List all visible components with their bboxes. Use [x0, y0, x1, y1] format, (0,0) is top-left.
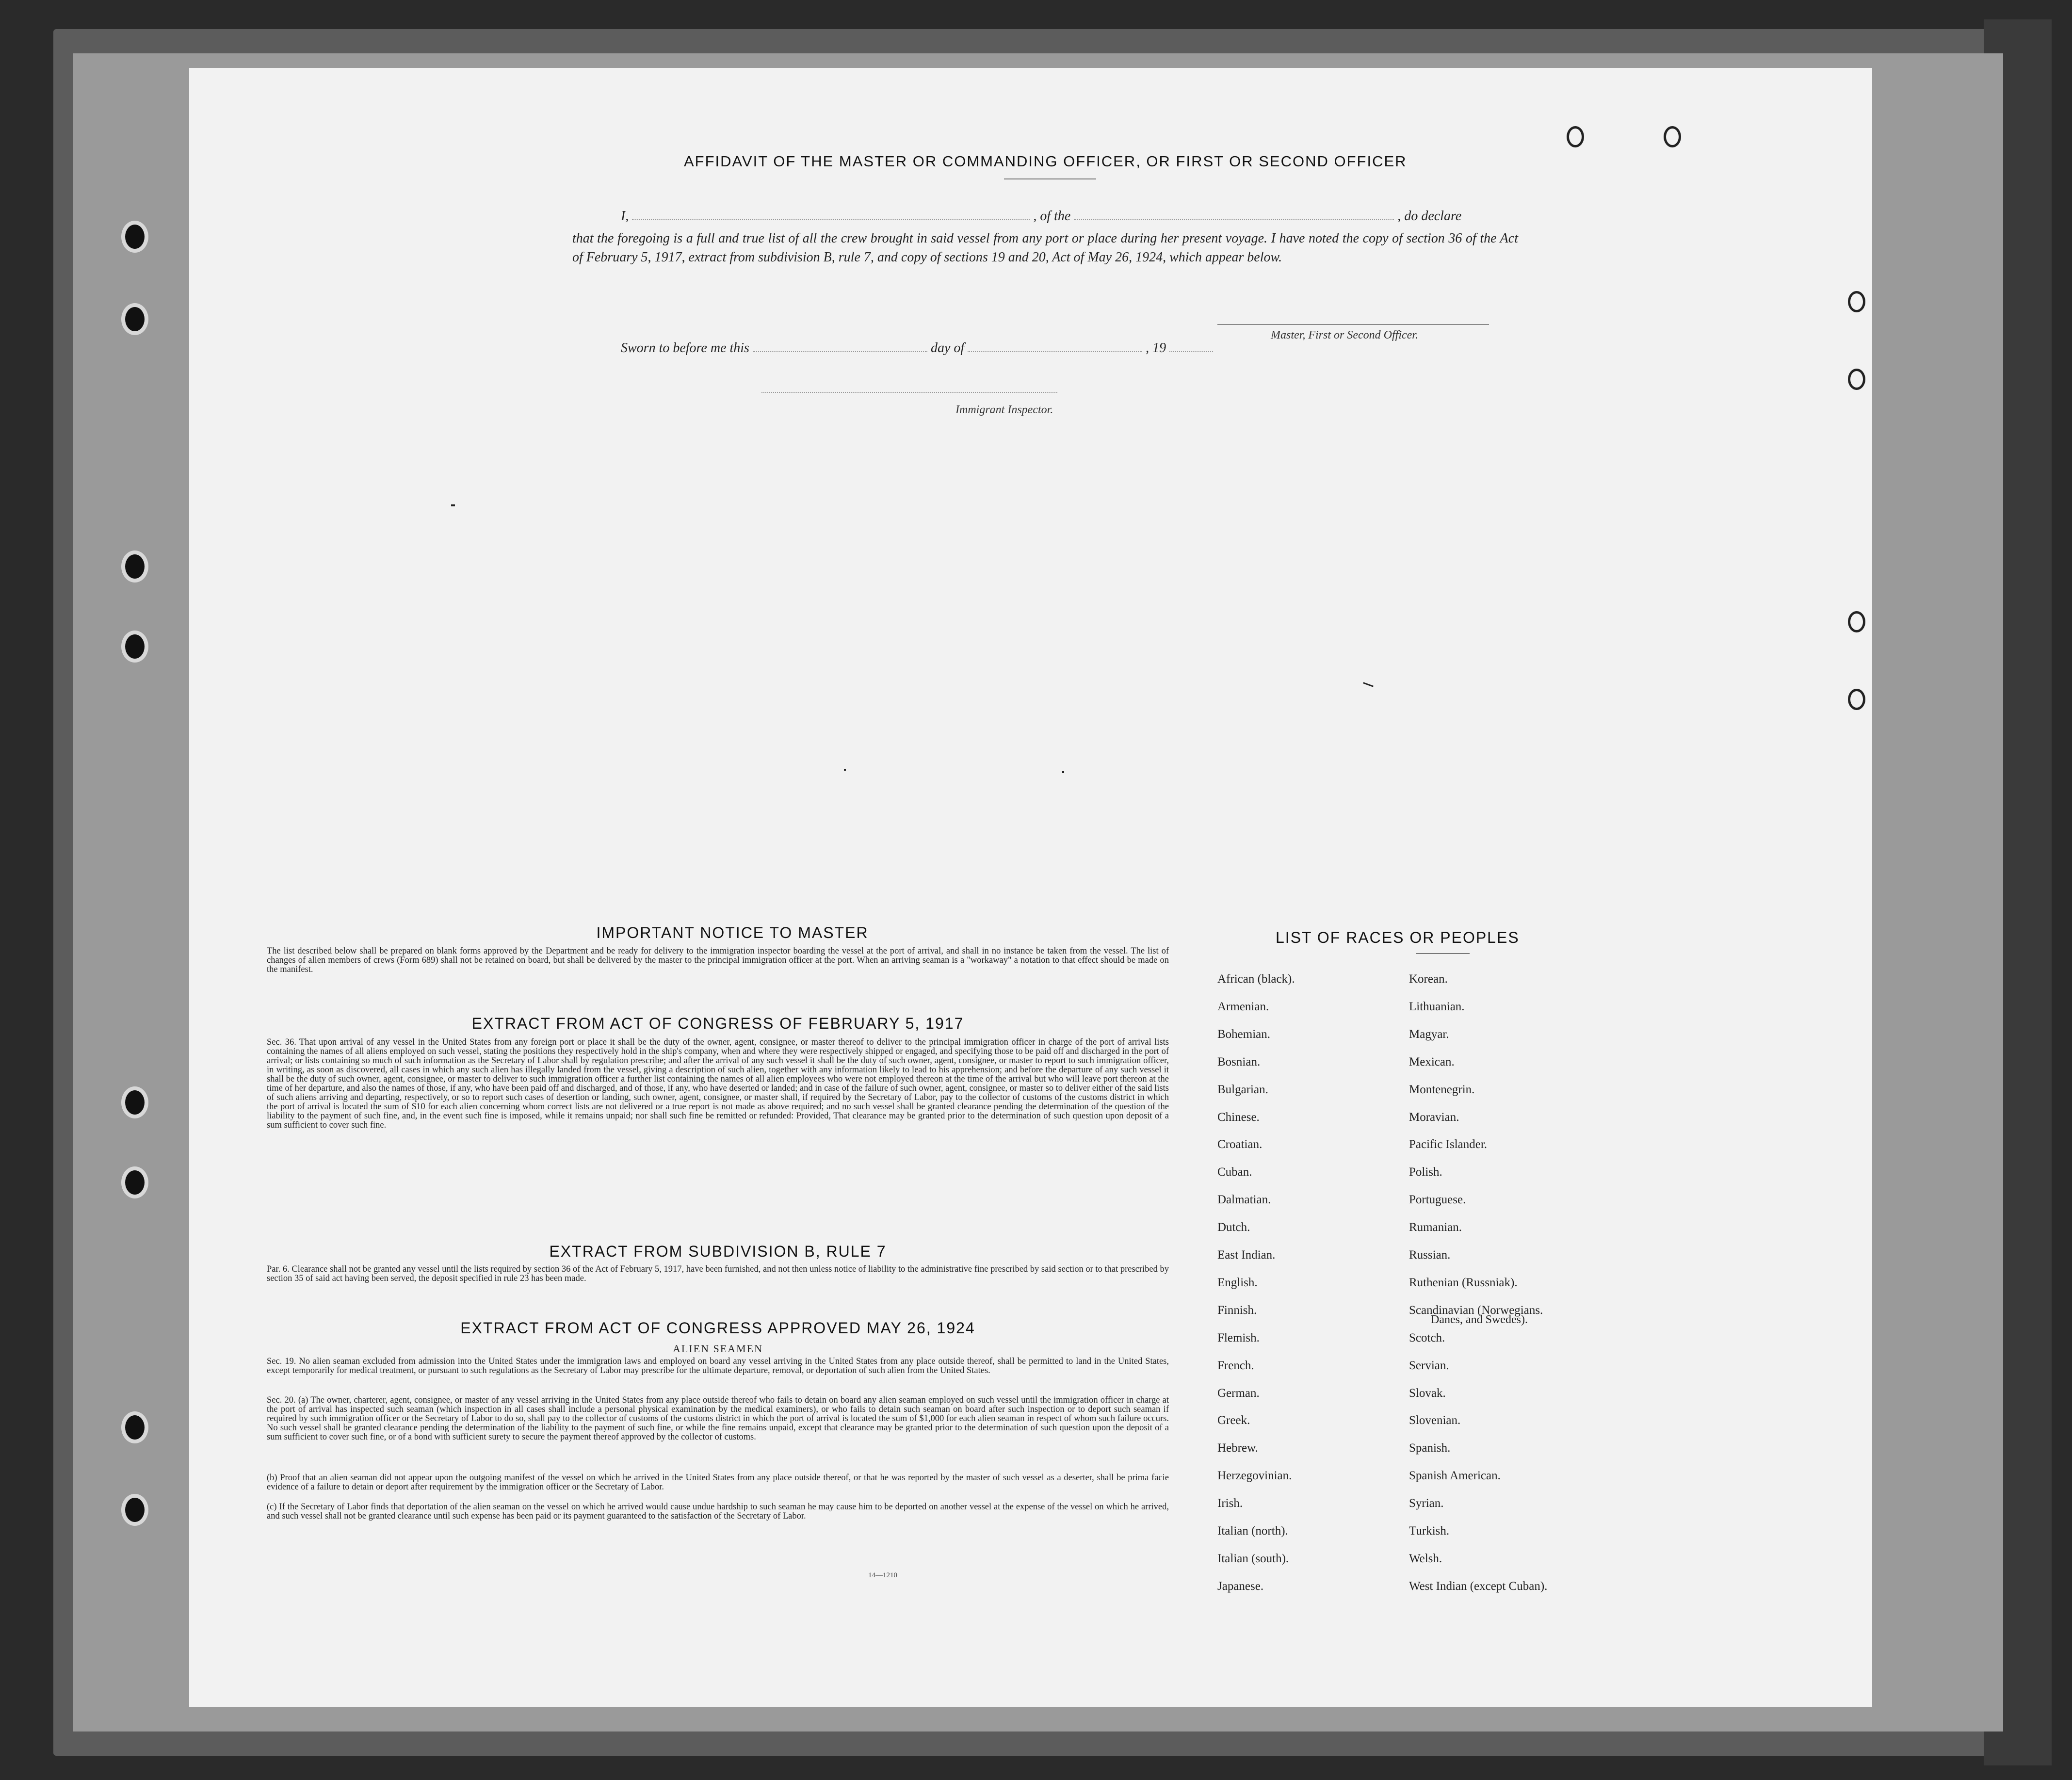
race-item: Mexican.	[1409, 1055, 1455, 1068]
race-item: Bohemian.	[1217, 1027, 1271, 1041]
race-item: Polish.	[1409, 1165, 1442, 1179]
form-number: 14—1210	[868, 1571, 897, 1579]
sworn-month-field[interactable]	[968, 340, 1142, 352]
race-item: Greek.	[1217, 1414, 1250, 1427]
manifest-page	[189, 68, 1872, 1707]
notice-text: The list described below shall be prepared on blank forms approved by the Department and be ready for delivery to the immigration inspector boarding the vessel at the port of arrival, and shall in no instance be taken from the vessel. The list of changes of alien members of crews (Form 689) shall not be retained on board, but shall be delivered by the master to the principal immigration officer at the port. When an arriving seaman is a "workaway" a notation to that effect should be made on the manifest.	[267, 946, 1169, 974]
master-signature-line[interactable]	[1217, 324, 1489, 325]
race-item: Scandinavian (Norwegians.	[1409, 1303, 1543, 1317]
races-heading-rule	[1416, 953, 1470, 954]
race-item: Turkish.	[1409, 1524, 1450, 1537]
race-item: Portuguese.	[1409, 1193, 1466, 1207]
race-item: Italian (south).	[1217, 1552, 1289, 1565]
race-item: Slovak.	[1409, 1386, 1446, 1400]
notice-heading: IMPORTANT NOTICE TO MASTER	[596, 924, 869, 941]
race-item: West Indian (except Cuban).	[1409, 1579, 1548, 1593]
affidavit-title: AFFIDAVIT OF THE MASTER OR COMMANDING OFFICER, OR FIRST OR SECOND OFFICER	[684, 153, 1407, 170]
sworn-day-field[interactable]	[753, 340, 927, 352]
sworn-prefix: Sworn to before me this	[621, 340, 749, 356]
binder-hole-icon	[121, 1494, 148, 1526]
alien-seamen-subheading: ALIEN SEAMEN	[673, 1343, 763, 1355]
sworn-year: , 19	[1146, 340, 1166, 356]
race-item: German.	[1217, 1386, 1260, 1400]
declaration-body: that the foregoing is a full and true list of all the crew brought in said vessel from any port or place during her present voyage. I have noted the copy of section 36 of the Act of February 5, 1917, extract from subdivision B, rule 7, and copy of sections 19 and 20, Act of May 26, 1924, which appear below.	[572, 231, 1518, 265]
punch-hole-icon	[1848, 611, 1865, 632]
race-item-scandinavian-cont: Danes, and Swedes).	[1431, 1313, 1528, 1326]
vessel-name-field[interactable]	[1074, 209, 1394, 220]
race-item: Cuban.	[1217, 1165, 1252, 1179]
race-item: Korean.	[1409, 972, 1448, 986]
races-heading: LIST OF RACES OR PEOPLES	[1276, 929, 1520, 946]
race-item: French.	[1217, 1359, 1254, 1372]
binder-hole-icon	[121, 1086, 148, 1118]
race-item: Flemish.	[1217, 1331, 1260, 1344]
race-item: Pacific Islander.	[1409, 1138, 1488, 1151]
declaration-i: I,	[621, 209, 629, 224]
race-item: Dutch.	[1217, 1221, 1250, 1234]
race-item: Bosnian.	[1217, 1055, 1261, 1068]
inspector-label: Immigrant Inspector.	[955, 404, 1053, 416]
stray-mark	[844, 769, 846, 771]
race-item: Hebrew.	[1217, 1441, 1258, 1455]
punch-hole-icon	[1848, 689, 1865, 710]
sec20b-text: (b) Proof that an alien seaman did not appear upon the outgoing manifest of the vessel on which he arrived in the United States from any place outside thereof, or that he was reported by the master of such vessel as a deserter, shall be prima facie evidence of a failure to detain or deport after requirement by the immigration officer or the Secretary of Labor.	[267, 1473, 1169, 1492]
binder-hole-icon	[121, 631, 148, 663]
race-item: Dalmatian.	[1217, 1193, 1271, 1207]
race-item: Chinese.	[1217, 1110, 1260, 1124]
race-item: Japanese.	[1217, 1579, 1264, 1593]
binder-hole-icon	[121, 1411, 148, 1443]
race-item: African (black).	[1217, 972, 1295, 986]
extract-1917-text: Sec. 36. That upon arrival of any vessel in the United States from any foreign port or place it shall be the duty of the owner, agent, consignee, or master thereof to deliver to the principal immigration officer in charge of the port of arrival lists containing the names of all aliens employed on such vessel, stating the positions they respectively hold in the ship's company, when and where they were respectively shipped or engaged, and specifying those to be paid off and discharged in the port of arrival; or lists containing so much of such information as the Secretary of Labor shall by regulation prescribe; and after the arrival of any such vessel it shall be the duty of such owner, agent, consignee, or master to report to such immigration officer, in writing, as soon as discovered, all cases in which any such alien has illegally landed from the vessel, giving a description of such alien, together with any information likely to lead to his apprehension; and before the departure of any such vessel it shall be the duty of such owner, agent, consignee, or master to deliver to such immigration officer a further list containing the names of all alien employees who were not employed thereon at the time of the arrival but who will leave port thereon at the time of her departure, and also the names of those, if any, who have been paid off and discharged, and of those, if any, who have deserted or landed; and in case of the failure of such owner, agent, consignee, or master so to deliver either of the said lists of such aliens arriving and departing, respectively, or so to report such cases of desertion or landing, such owner, agent, consignee, or master shall, if required by the Secretary of Labor, pay to the collector of customs of the customs district in which the port of arrival is located the sum of $10 for each alien concerning whom correct lists are not delivered or a true report is not made as above required; and no such vessel shall be granted clearance pending the determination of the question of the liability to the payment of such fine, and, in the event such fine is imposed, while it remains unpaid; nor shall such fine be remitted or refunded: Provided, That clearance may be granted prior to the determination of such question upon deposit of a sum sufficient to cover such fine.	[267, 1037, 1169, 1130]
race-item: Syrian.	[1409, 1497, 1444, 1510]
sec20a-text: Sec. 20. (a) The owner, charterer, agent, consignee, or master of any vessel arriving in the United States from any place outside thereof who fails to detain on board any alien seaman employed on such vessel until the immigration officer in charge at the port of arrival has inspected such seaman (which inspection in all cases shall include a personal physical examination by the medical examiners), or who fails to detain such seaman on board after such inspection or to deport such seaman if required by such immigration officer or the Secretary of Labor to do so, shall pay to the collector of customs of the customs district in which the port of arrival is located the sum of $1,000 for each alien seaman in respect of whom such failure occurs. No such vessel shall be granted clearance pending the determination of the liability to the payment of such fine, or while the fine remains unpaid, except that clearance may be granted prior to the determination of such question upon the deposit of a sum sufficient to cover such fine, or of a bond with sufficient surety to secure the payment thereof approved by the collector of customs.	[267, 1395, 1169, 1442]
race-item: Croatian.	[1217, 1138, 1263, 1151]
race-item: Lithuanian.	[1409, 1000, 1465, 1013]
master-signature-label: Master, First or Second Officer.	[1271, 329, 1418, 341]
race-item: Moravian.	[1409, 1110, 1459, 1124]
declaration-line	[621, 209, 1571, 224]
race-item: Irish.	[1217, 1497, 1243, 1510]
rule7-text: Par. 6. Clearance shall not be granted any vessel until the lists required by section 36 of the Act of February 5, 1917, have been furnished, and not then unless notice of liability to the administrative fine prescribed by said section or to that prescribed by section 35 of said act having been served, the deposit specified in rule 23 has been made.	[267, 1264, 1169, 1283]
sec20c-text: (c) If the Secretary of Labor finds that deportation of the alien seaman on the vessel on which he arrived would cause undue hardship to such seaman he may cause him to be deported on another vessel at the expense of the vessel on which he arrived, and such vessel shall not be granted clearance until such expense has been paid or its payment guaranteed to the satisfaction of the Secretary of Labor.	[267, 1502, 1169, 1521]
punch-hole-icon	[1664, 126, 1681, 147]
race-item: Finnish.	[1217, 1303, 1257, 1317]
race-item: Servian.	[1409, 1359, 1449, 1372]
race-item: Italian (north).	[1217, 1524, 1288, 1537]
binder-hole-icon	[121, 303, 148, 335]
race-item: English.	[1217, 1276, 1258, 1289]
extract-1917-heading: EXTRACT FROM ACT OF CONGRESS OF FEBRUARY 5, 1917	[471, 1015, 964, 1032]
binder-hole-icon	[121, 221, 148, 253]
title-rule	[1004, 178, 1096, 179]
stray-mark	[451, 504, 455, 506]
race-item: Scotch.	[1409, 1331, 1445, 1344]
race-item: Russian.	[1409, 1248, 1451, 1262]
race-item: Welsh.	[1409, 1552, 1442, 1565]
inspector-signature-line[interactable]	[761, 392, 1057, 393]
stray-mark	[1363, 682, 1374, 687]
race-item: Herzegovinian.	[1217, 1469, 1292, 1483]
sworn-line	[621, 340, 1300, 356]
extract-1924-heading: EXTRACT FROM ACT OF CONGRESS APPROVED MAY 26, 1924	[460, 1319, 975, 1337]
race-item: Spanish American.	[1409, 1469, 1501, 1483]
race-item: East Indian.	[1217, 1248, 1276, 1262]
punch-hole-icon	[1567, 126, 1584, 147]
binder-hole-icon	[121, 1166, 148, 1198]
stray-mark	[1062, 771, 1064, 773]
race-item: Ruthenian (Russniak).	[1409, 1276, 1518, 1289]
race-item: Armenian.	[1217, 1000, 1269, 1013]
race-item: Slovenian.	[1409, 1414, 1461, 1427]
sworn-day-of: day of	[930, 340, 965, 356]
sworn-year-field[interactable]	[1169, 340, 1213, 352]
race-item: Rumanian.	[1409, 1221, 1462, 1234]
punch-hole-icon	[1848, 369, 1865, 390]
race-item: Montenegrin.	[1409, 1083, 1475, 1096]
rule7-heading: EXTRACT FROM SUBDIVISION B, RULE 7	[549, 1243, 887, 1260]
sec19-text: Sec. 19. No alien seaman excluded from admission into the United States under the immigration laws and employed on board any vessel arriving in the United States from any place outside thereof, shall be permitted to land in the United States, except temporarily for medical treatment, or pursuant to such regulations as the Secretary of Labor may prescribe for the ultimate departure, removal, or deportation of such alien from the United States.	[267, 1357, 1169, 1375]
race-item: Bulgarian.	[1217, 1083, 1268, 1096]
race-item: Magyar.	[1409, 1027, 1449, 1041]
race-item: Spanish.	[1409, 1441, 1451, 1455]
declaration-declare: , do declare	[1397, 209, 1462, 224]
punch-hole-icon	[1848, 291, 1865, 312]
declaration-of-the: , of the	[1033, 209, 1071, 224]
binder-hole-icon	[121, 550, 148, 583]
declarant-name-field[interactable]	[632, 209, 1030, 220]
